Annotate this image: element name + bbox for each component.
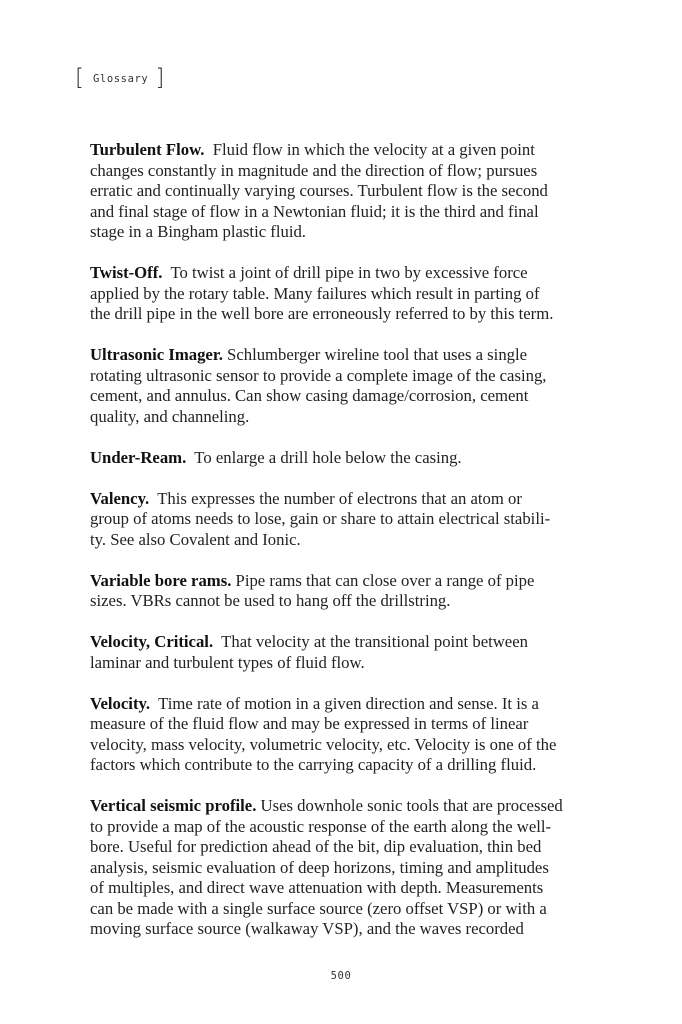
entry-line: [90, 345, 604, 366]
glossary-term: Ultrasonic Imager.: [90, 345, 223, 364]
glossary-entry-vertical-seismic-profile: [90, 796, 604, 940]
definition-text: Uses downhole sonic tools that are processed: [260, 796, 563, 815]
entry-line: of multiples, and direct wave attenuation with depth. Measurements: [90, 878, 544, 897]
definition-text: Pipe rams that can close over a range of pipe: [235, 570, 535, 590]
glossary-entry-velocity-critical: [90, 632, 604, 673]
entry-line: ty. See also Covalent and Ionic.: [90, 529, 301, 549]
definition-text: Time rate of motion in a given direction and sense. It is a: [158, 693, 539, 713]
entry-line: measure of the fluid flow and may be expressed in terms of linear: [90, 714, 529, 733]
entry-line: [90, 796, 604, 817]
glossary-entry-ultrasonic-imager: [90, 345, 604, 427]
glossary-term: Velocity, Critical.: [90, 632, 214, 651]
entry-line: group of atoms needs to lose, gain or share to attain electrical stabili-: [90, 509, 551, 528]
glossary-entry-twist-off: [90, 263, 604, 325]
header-open-bracket: [: [75, 64, 84, 91]
glossary-term: Vertical seismic profile.: [90, 796, 257, 815]
entry-line: erratic and continually varying courses. Turbulent flow is the second: [90, 181, 548, 200]
entry-line: to provide a map of the acoustic response of the earth along the well-: [90, 816, 552, 836]
entry-line: laminar and turbulent types of fluid flow.: [90, 652, 365, 672]
entry-line: cement, and annulus. Can show casing damage/corrosion, cement: [90, 386, 529, 405]
glossary-term: Valency.: [90, 488, 150, 508]
header-section-label: Glossary: [92, 73, 149, 85]
glossary-term: Turbulent Flow.: [90, 140, 205, 159]
entry-line: sizes. VBRs cannot be used to hang off the drillstring.: [90, 591, 451, 610]
definition-text: That velocity at the transitional point between: [221, 632, 528, 651]
entry-line: [90, 632, 604, 653]
glossary-entry-velocity: [90, 694, 604, 776]
entry-line: factors which contribute to the carrying capacity of a drilling fluid.: [90, 755, 537, 774]
entry-line: [90, 263, 604, 284]
entry-line: and final stage of flow in a Newtonian fluid; it is the third and final: [90, 201, 539, 221]
page-number: 500: [330, 970, 352, 982]
glossary-entries: [90, 140, 604, 960]
entry-line: analysis, seismic evaluation of deep horizons, timing and amplitudes: [90, 857, 549, 877]
definition-text: Fluid flow in which the velocity at a given point: [212, 140, 535, 159]
entry-line: changes constantly in magnitude and the direction of flow; pursues: [90, 160, 538, 180]
entry-line: moving surface source (walkaway VSP), and the waves recorded: [90, 919, 524, 938]
entry-line: the drill pipe in the well bore are erroneously referred to by this term.: [90, 304, 554, 323]
glossary-entry-under-ream: [90, 448, 604, 469]
definition-text: To enlarge a drill hole below the casing.: [194, 447, 462, 467]
entry-line: stage in a Bingham plastic fluid.: [90, 222, 306, 241]
entry-line: velocity, mass velocity, volumetric velocity, etc. Velocity is one of the: [90, 734, 557, 754]
entry-line: can be made with a single surface source (zero offset VSP) or with a: [90, 898, 547, 918]
entry-line: [90, 571, 604, 592]
glossary-entry-turbulent-flow: [90, 140, 604, 243]
glossary-term: Twist-Off.: [90, 263, 163, 282]
entry-line: quality, and channeling.: [90, 406, 250, 426]
entry-line: [90, 489, 604, 510]
glossary-entry-valency: [90, 489, 604, 551]
definition-text: To twist a joint of drill pipe in two by excessive force: [170, 263, 528, 282]
entry-line: bore. Useful for prediction ahead of the bit, dip evaluation, thin bed: [90, 837, 542, 856]
header-close-bracket: ]: [155, 64, 165, 91]
glossary-term: Under-Ream.: [90, 447, 187, 467]
glossary-term: Velocity.: [90, 693, 151, 713]
glossary-entry-variable-bore-rams: [90, 571, 604, 612]
entry-line: rotating ultrasonic sensor to provide a complete image of the casing,: [90, 365, 547, 385]
entry-line: applied by the rotary table. Many failures which result in parting of: [90, 283, 540, 303]
entry-line: [90, 694, 604, 715]
definition-text: This expresses the number of electrons that an atom or: [157, 488, 522, 508]
glossary-term: Variable bore rams.: [90, 570, 232, 590]
definition-text: Schlumberger wireline tool that uses a single: [227, 345, 528, 364]
entry-line: [90, 140, 604, 161]
running-header: [75, 64, 164, 92]
entry-line: [90, 448, 604, 469]
